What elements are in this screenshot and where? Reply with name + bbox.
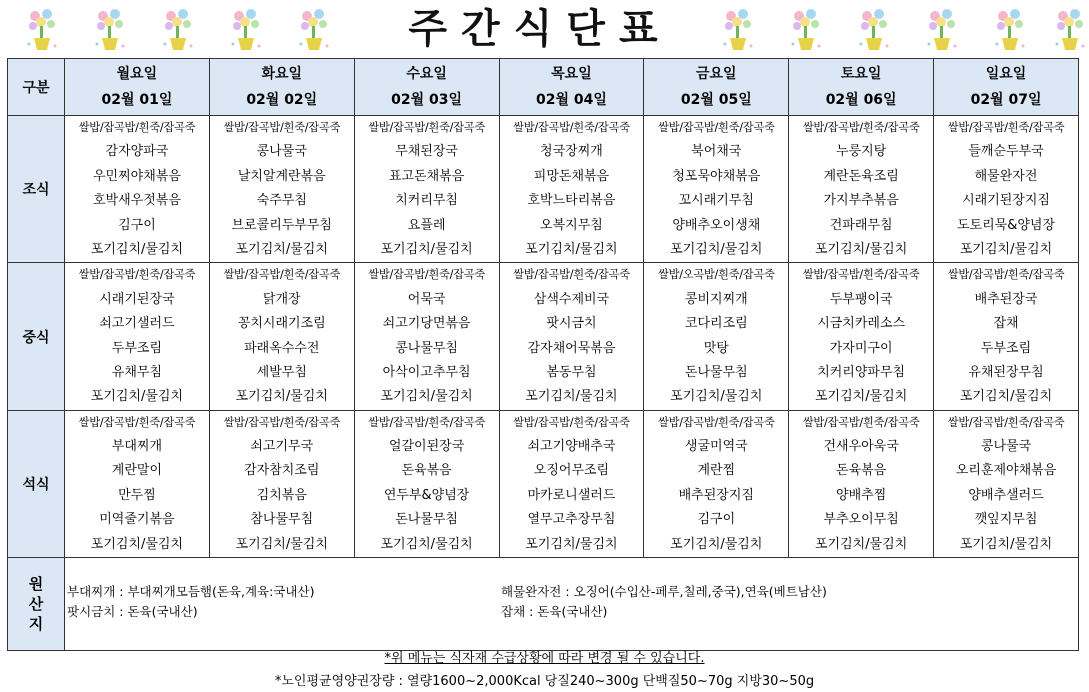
menu-item: 세발무침 — [256, 364, 307, 380]
menu-item: 두부조림 — [980, 340, 1032, 356]
menu-item: 쌀밥/잡곡밥/흰죽/잡곡죽 — [368, 121, 485, 134]
menu-cell — [354, 116, 499, 263]
menu-item: 김구이 — [118, 217, 156, 233]
day-name: 월요일 — [116, 66, 158, 82]
menu-item: 계란돈육조림 — [823, 168, 899, 184]
menu-item: 들깨순두부국 — [968, 144, 1044, 160]
menu-item: 포기김치/물김치 — [959, 389, 1053, 405]
day-date: 02월 06일 — [825, 92, 897, 108]
menu-item: 쌀밥/잡곡밥/흰죽/잡곡죽 — [947, 415, 1065, 429]
menu-item: 콩비지찌개 — [684, 291, 748, 307]
menu-item: 치커리무침 — [395, 193, 458, 209]
menu-item: 꼬시래기무침 — [678, 193, 754, 209]
menu-item: 오복지무침 — [540, 217, 603, 233]
menu-item: 삼색수제비국 — [533, 291, 610, 307]
menu-item: 청국장찌개 — [540, 144, 603, 160]
meal-row — [8, 116, 1079, 263]
day-date: 02월 07일 — [970, 92, 1042, 108]
menu-item: 부추오이무침 — [823, 512, 899, 528]
day-name: 일요일 — [985, 66, 1027, 82]
menu-item: 배추된장지짐 — [678, 487, 754, 503]
day-header — [65, 59, 210, 116]
menu-item: 쌀밥/잡곡밥/흰죽/잡곡죽 — [223, 121, 341, 134]
menu-item: 호박새우젓볶음 — [92, 193, 181, 209]
menu-cell — [934, 410, 1079, 557]
menu-item: 포기김치/물김치 — [235, 536, 328, 552]
menu-item: 계란말이 — [111, 463, 163, 479]
menu-item: 깻잎지무침 — [974, 512, 1038, 528]
menu-item: 쌀밥/잡곡밥/흰죽/잡곡죽 — [513, 268, 630, 282]
menu-item: 만두찜 — [118, 487, 156, 503]
menu-item: 쌀밥/잡곡밥/흰죽/잡곡죽 — [802, 268, 920, 282]
flower-pot-icon — [297, 6, 331, 54]
menu-cell — [354, 263, 499, 410]
menu-item: 북어채국 — [691, 144, 742, 160]
menu-item: 쌀밥/잡곡밥/흰죽/잡곡죽 — [947, 121, 1065, 134]
origin-info — [65, 558, 1079, 651]
category-header: 구분 — [8, 59, 65, 116]
menu-cell — [644, 263, 789, 410]
meal-label: 석식 — [8, 410, 65, 557]
header-row — [8, 59, 1079, 116]
menu-item: 가지부추볶음 — [823, 193, 899, 209]
menu-item: 봄동무침 — [546, 364, 597, 380]
menu-item: 가자미구이 — [829, 340, 893, 356]
menu-item: 콩나물무침 — [395, 340, 458, 356]
menu-item: 콩나물국 — [256, 144, 307, 160]
menu-item: 아삭이고추무침 — [382, 364, 471, 380]
day-header — [789, 59, 934, 116]
flower-pot-icon — [721, 6, 755, 54]
flower-pot-icon — [789, 6, 823, 54]
menu-item: 쌀밥/잡곡밥/흰죽/잡곡죽 — [513, 415, 630, 429]
menu-item: 감자채어묵볶음 — [527, 340, 616, 356]
menu-item: 포기김치/물김치 — [814, 536, 908, 552]
menu-item: 쌀밥/잡곡밥/흰죽/잡곡죽 — [223, 415, 341, 429]
menu-item: 치커리양파무침 — [817, 364, 906, 380]
day-header — [499, 59, 644, 116]
menu-item: 돈육볶음 — [836, 463, 887, 479]
menu-item: 돈나물무침 — [395, 512, 458, 528]
menu-cell — [644, 410, 789, 557]
day-date: 02월 04일 — [536, 92, 607, 108]
menu-item: 닭개장 — [262, 291, 301, 307]
menu-cell — [65, 116, 210, 263]
menu-item: 포기김치/물김치 — [670, 241, 763, 257]
day-name: 금요일 — [696, 66, 737, 82]
menu-item: 건파래무침 — [829, 217, 893, 233]
menu-item: 포기김치/물김치 — [959, 241, 1053, 257]
menu-item: 맛탕 — [703, 340, 729, 356]
menu-item: 쌀밥/잡곡밥/흰죽/잡곡죽 — [368, 415, 485, 429]
menu-item: 포기김치/물김치 — [670, 389, 763, 405]
menu-item: 쌀밥/잡곡밥/흰죽/잡곡죽 — [802, 415, 920, 429]
menu-item: 날치알계란볶음 — [237, 168, 326, 184]
footer-notice: *위 메뉴는 식자재 수급상황에 따라 변경 될 수 있습니다. — [384, 651, 705, 666]
flower-pot-icon — [25, 6, 59, 54]
menu-item: 코다리조림 — [684, 316, 748, 332]
flower-pot-icon — [93, 6, 127, 54]
menu-item: 쇠고기양배추국 — [527, 439, 616, 455]
menu-item: 유채무침 — [111, 364, 163, 380]
menu-item: 미역줄기볶음 — [99, 512, 175, 528]
menu-item: 포기김치/물김치 — [814, 241, 908, 257]
menu-item: 생굴미역국 — [684, 439, 748, 455]
menu-item: 콩나물국 — [980, 439, 1032, 455]
day-date: 02월 03일 — [391, 92, 463, 108]
menu-item: 시금치카레소스 — [817, 316, 906, 332]
origin-right: 해물완자전 : 오징어(수입산-페루,칠레,중국),연육(베트남산) 잡채 : 돈육(국내산) — [501, 584, 827, 620]
menu-item: 포기김치/물김치 — [380, 241, 473, 257]
menu-item: 호박느타리볶음 — [527, 193, 616, 209]
menu-item: 포기김치/물김치 — [235, 241, 328, 257]
meal-label: 중식 — [8, 263, 65, 410]
menu-item: 양배추샐러드 — [968, 487, 1044, 503]
menu-item: 꽁치시래기조림 — [237, 316, 326, 332]
menu-cell — [789, 410, 934, 557]
menu-item: 쌀밥/잡곡밥/흰죽/잡곡죽 — [513, 121, 630, 134]
origin-label: 원 산 지 — [8, 558, 65, 651]
menu-item: 마카로니샐러드 — [527, 487, 616, 503]
flower-pot-icon — [161, 6, 195, 54]
menu-item: 포기김치/물김치 — [525, 389, 618, 405]
menu-item: 쌀밥/잡곡밥/흰죽/잡곡죽 — [78, 415, 196, 429]
menu-item: 양배추오이생채 — [672, 217, 761, 233]
menu-item: 쌀밥/잡곡밥/흰죽/잡곡죽 — [368, 268, 485, 282]
day-name: 화요일 — [261, 66, 303, 82]
day-header — [354, 59, 499, 116]
menu-item: 어묵국 — [407, 291, 446, 307]
menu-cell — [354, 410, 499, 557]
menu-cell — [789, 263, 934, 410]
menu-cell — [65, 410, 210, 557]
meal-row — [8, 410, 1079, 557]
menu-item: 숙주무침 — [256, 193, 307, 209]
menu-item: 포기김치/물김치 — [380, 389, 473, 405]
menu-item: 쌀밥/잡곡밥/흰죽/잡곡죽 — [657, 415, 775, 429]
meal-label: 조식 — [8, 116, 65, 263]
menu-item: 쌀밥/잡곡밥/흰죽/잡곡죽 — [78, 121, 196, 134]
flower-pot-icon — [229, 6, 263, 54]
day-date: 02월 01일 — [101, 92, 173, 108]
menu-item: 쌀밥/잡곡밥/흰죽/잡곡죽 — [802, 121, 920, 134]
menu-item: 포기김치/물김치 — [670, 536, 763, 552]
menu-item: 파래옥수수전 — [244, 340, 320, 356]
menu-item: 쌀밥/잡곡밥/흰죽/잡곡죽 — [78, 268, 196, 282]
menu-cell — [209, 116, 354, 263]
day-header — [209, 59, 354, 116]
menu-cell — [209, 263, 354, 410]
menu-item: 브로콜리두부무침 — [231, 217, 332, 233]
menu-item: 연두부&양념장 — [383, 487, 470, 503]
day-date: 02월 05일 — [680, 92, 752, 108]
menu-item: 쇠고기샐러드 — [99, 316, 175, 332]
menu-item: 포기김치/물김치 — [235, 389, 328, 405]
origin-left: 부대찌개 : 부대찌개모듬햄(돈육,계육:국내산) 팟시금치 : 돈육(국내산) — [67, 584, 315, 620]
menu-item: 두부조림 — [111, 340, 163, 356]
flower-pot-icon — [993, 6, 1027, 54]
menu-item: 쇠고기무국 — [250, 439, 314, 455]
menu-item: 포기김치/물김치 — [90, 536, 184, 552]
menu-cell — [934, 263, 1079, 410]
menu-cell — [789, 116, 934, 263]
menu-item: 열무고추장무침 — [527, 512, 616, 528]
menu-item: 오리훈제야채볶음 — [955, 463, 1057, 479]
menu-item: 요플레 — [407, 217, 446, 233]
menu-item: 돈육볶음 — [401, 463, 452, 479]
day-name: 토요일 — [840, 66, 882, 82]
menu-cell — [644, 116, 789, 263]
menu-item: 쌀밥/잡곡밥/흰죽/잡곡죽 — [223, 268, 341, 282]
menu-item: 포기김치/물김치 — [90, 389, 184, 405]
menu-item: 김치볶음 — [256, 487, 307, 503]
menu-item: 돈나물무침 — [684, 364, 748, 380]
menu-item: 감자참치조림 — [244, 463, 320, 479]
menu-item: 포기김치/물김치 — [959, 536, 1053, 552]
header — [0, 0, 1089, 58]
menu-item: 무채된장국 — [395, 144, 458, 160]
menu-item: 배추된장국 — [974, 291, 1038, 307]
meal-row — [8, 263, 1079, 410]
menu-item: 포기김치/물김치 — [90, 241, 184, 257]
menu-item: 포기김치/물김치 — [525, 536, 618, 552]
menu-table — [7, 58, 1079, 651]
flower-pot-icon — [1053, 6, 1087, 54]
menu-item: 부대찌개 — [111, 439, 163, 455]
footer-nutrition: *노인평균영양권장량 : 열량1600~2,000Kcal 당질240~300g 단백질50~70g 지방30~50g — [274, 674, 815, 689]
menu-item: 감자양파국 — [105, 144, 169, 160]
menu-item: 쌀밥/잡곡밥/흰죽/잡곡죽 — [657, 121, 775, 134]
menu-cell — [499, 263, 644, 410]
menu-item: 포기김치/물김치 — [814, 389, 908, 405]
menu-cell — [934, 116, 1079, 263]
menu-item: 해물완자전 — [974, 168, 1038, 184]
menu-item: 두부팽이국 — [829, 291, 893, 307]
menu-item: 피망돈채볶음 — [533, 168, 610, 184]
menu-item: 계란찜 — [697, 463, 736, 479]
menu-cell — [65, 263, 210, 410]
menu-item: 포기김치/물김치 — [525, 241, 618, 257]
day-date: 02월 02일 — [246, 92, 318, 108]
flower-pot-icon — [925, 6, 959, 54]
menu-item: 잡채 — [993, 316, 1019, 332]
origin-row — [8, 558, 1079, 651]
menu-item: 양배추찜 — [836, 487, 887, 503]
menu-cell — [499, 410, 644, 557]
day-header — [644, 59, 789, 116]
page-title: 주간식단표 — [408, 6, 672, 52]
day-header — [934, 59, 1079, 116]
menu-cell — [499, 116, 644, 263]
menu-item: 포기김치/물김치 — [380, 536, 473, 552]
menu-item: 시래기된장지짐 — [962, 193, 1050, 209]
menu-item: 참나물무침 — [250, 512, 314, 528]
menu-item: 오징어무조림 — [533, 463, 610, 479]
menu-item: 청포묵야채볶음 — [672, 168, 761, 184]
menu-item: 표고돈채볶음 — [388, 168, 465, 184]
menu-item: 김구이 — [697, 512, 736, 528]
menu-item: 쌀밥/오곡밥/흰죽/잡곡죽 — [657, 268, 775, 282]
menu-item: 도토리묵&양념장 — [957, 217, 1056, 233]
menu-cell — [209, 410, 354, 557]
day-name: 목요일 — [551, 66, 592, 82]
menu-item: 우민찌야채볶음 — [92, 168, 181, 184]
flower-pot-icon — [857, 6, 891, 54]
day-name: 수요일 — [406, 66, 447, 82]
menu-item: 팟시금치 — [546, 316, 597, 332]
menu-item: 쇠고기당면볶음 — [382, 316, 471, 332]
menu-item: 쌀밥/잡곡밥/흰죽/잡곡죽 — [947, 268, 1065, 282]
menu-item: 시래기된장국 — [99, 291, 175, 307]
menu-item: 건새우아욱국 — [823, 439, 899, 455]
menu-item: 유채된장무침 — [968, 364, 1044, 380]
menu-item: 누룽지탕 — [836, 144, 887, 160]
menu-item: 얼갈이된장국 — [388, 439, 465, 455]
